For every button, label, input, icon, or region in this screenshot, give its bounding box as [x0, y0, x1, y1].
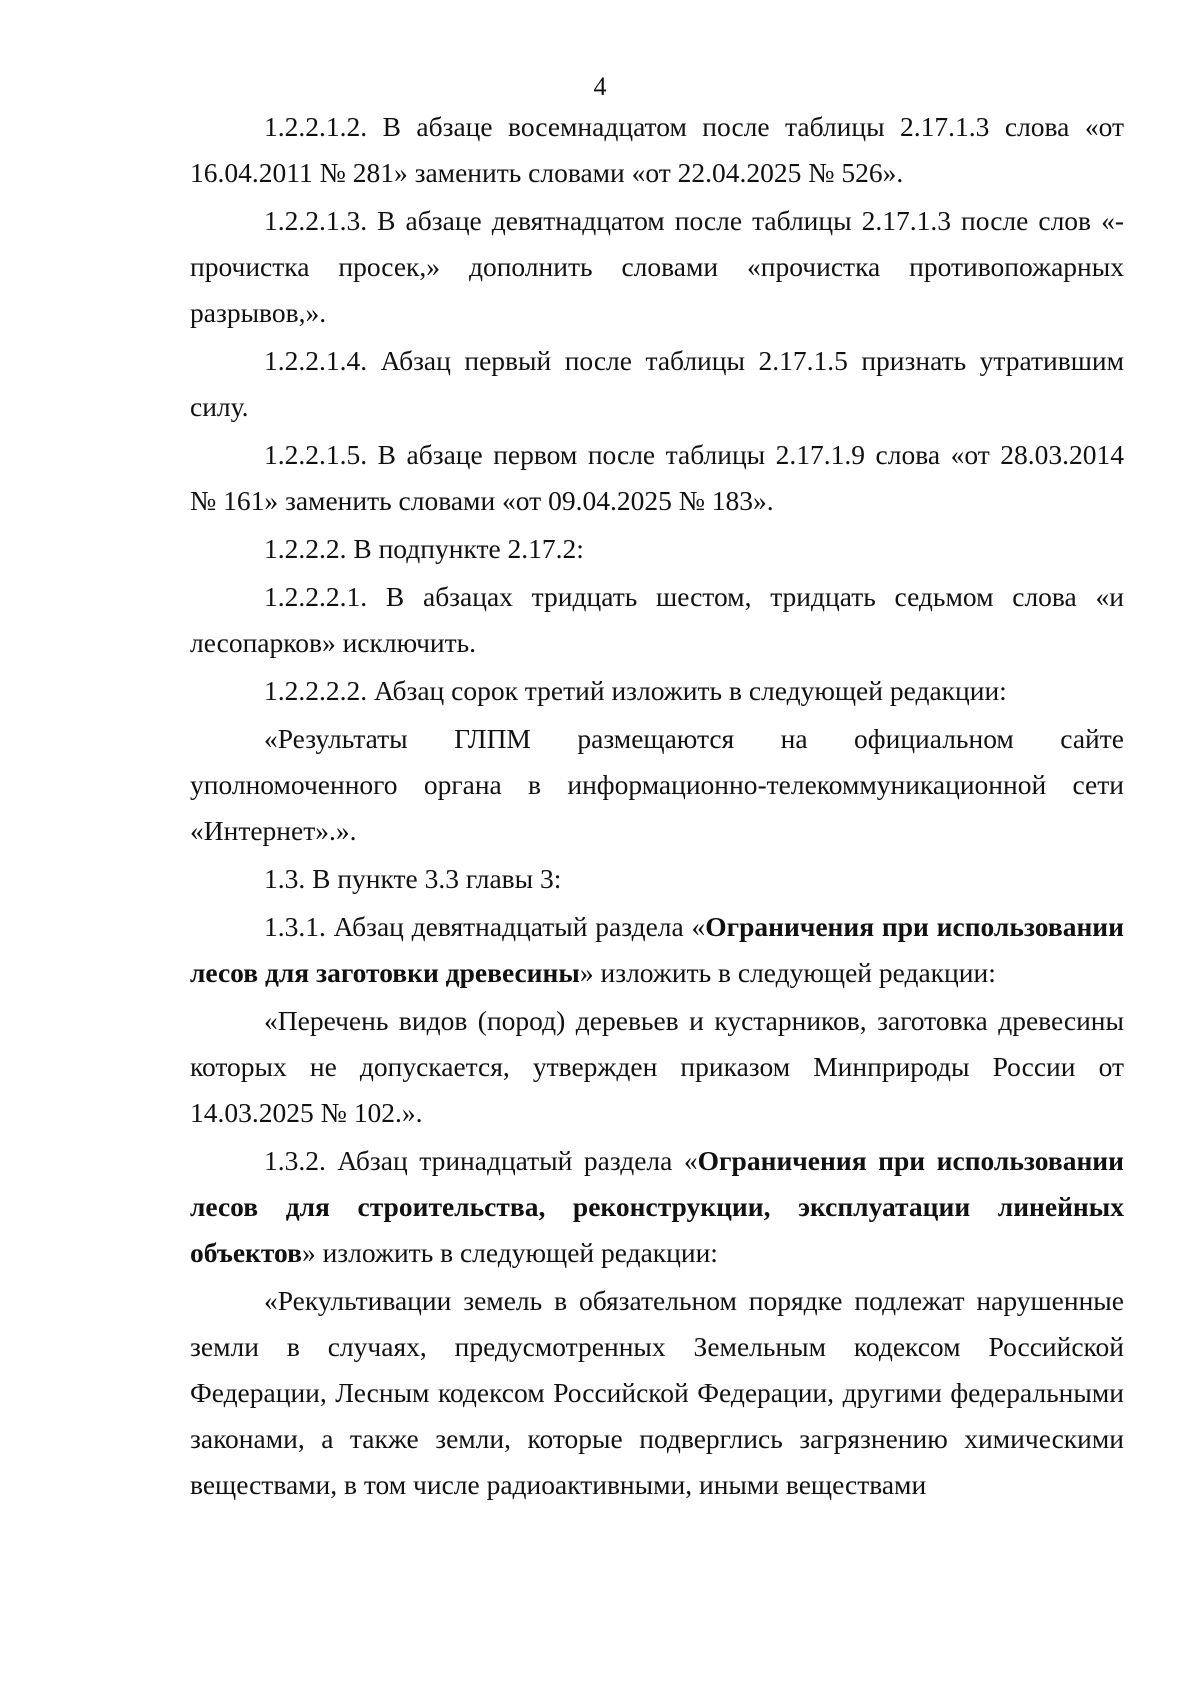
paragraph-1-2-2-2-2: 1.2.2.2.2. Абзац сорок третий изложить в следующей редакции: [264, 675, 1007, 706]
document-body [190, 104, 1124, 1508]
paragraph-1-3-1-tail: » изложить в следующей редакции: [579, 957, 996, 988]
paragraph-1-2-2-2-1: 1.2.2.2.1. В абзацах тридцать шестом, тридцать седьмом слова «и лесопарков» исключить. [190, 581, 1124, 658]
paragraph-1-2-2-1-4: 1.2.2.1.4. Абзац первый после таблицы 2.17.1.5 признать утратившим силу. [190, 345, 1124, 422]
section-title-linear-objects-restrictions: Ограничения при использовании лесов для строительства, реконструкции, эксплуатации линейных объектов [190, 1145, 1124, 1268]
quoted-text-land-recultivation: «Рекультивации земель в обязательном порядке подлежат нарушенные земли в случаях, предусмотренных Земельным кодексом Российской Федерации, Лесным кодексом Российской Федерации, другими федеральными законами, а также земли, которые подверглись загрязнению химическими веществами, в том числе радиоактивными, иными веществами [190, 1285, 1124, 1500]
paragraph-1-3-2-lead: 1.3.2. Абзац тринадцатый раздела « [264, 1145, 698, 1176]
paragraph-1-3-2-tail: » изложить в следующей редакции: [301, 1237, 718, 1268]
paragraph-1-2-2-2: 1.2.2.2. В подпункте 2.17.2: [264, 533, 584, 564]
paragraph-1-3-1 [190, 904, 1124, 996]
quoted-text-glpm-results: «Результаты ГЛПМ размещаются на официальном сайте уполномоченного органа в информационно-телекоммуникационной сети «Интернет».». [190, 723, 1124, 846]
page-number: 4 [593, 72, 607, 101]
section-title-harvesting-restrictions: Ограничения при использовании лесов для заготовки древесины [190, 911, 1124, 988]
paragraph-1-3: 1.3. В пункте 3.3 главы 3: [264, 863, 562, 894]
paragraph-1-3-2 [190, 1138, 1124, 1276]
paragraph-1-2-2-1-5: 1.2.2.1.5. В абзаце первом после таблицы 2.17.1.9 слова «от 28.03.2014 № 161» заменить словами «от 09.04.2025 № 183». [190, 439, 1124, 516]
paragraph-1-2-2-1-2: 1.2.2.1.2. В абзаце восемнадцатом после таблицы 2.17.1.3 слова «от 16.04.2011 № 281» заменить словами «от 22.04.2025 № 526». [190, 111, 1124, 188]
quoted-text-species-list: «Перечень видов (пород) деревьев и кустарников, заготовка древесины которых не допускается, утвержден приказом Минприроды России от 14.03.2025 № 102.». [190, 1005, 1124, 1128]
paragraph-1-2-2-1-3: 1.2.2.1.3. В абзаце девятнадцатом после таблицы 2.17.1.3 после слов «- прочистка просек,» дополнить словами «прочистка противопожарных разрывов,». [190, 205, 1124, 328]
paragraph-1-3-1-lead: 1.3.1. Абзац девятнадцатый раздела « [264, 911, 706, 942]
